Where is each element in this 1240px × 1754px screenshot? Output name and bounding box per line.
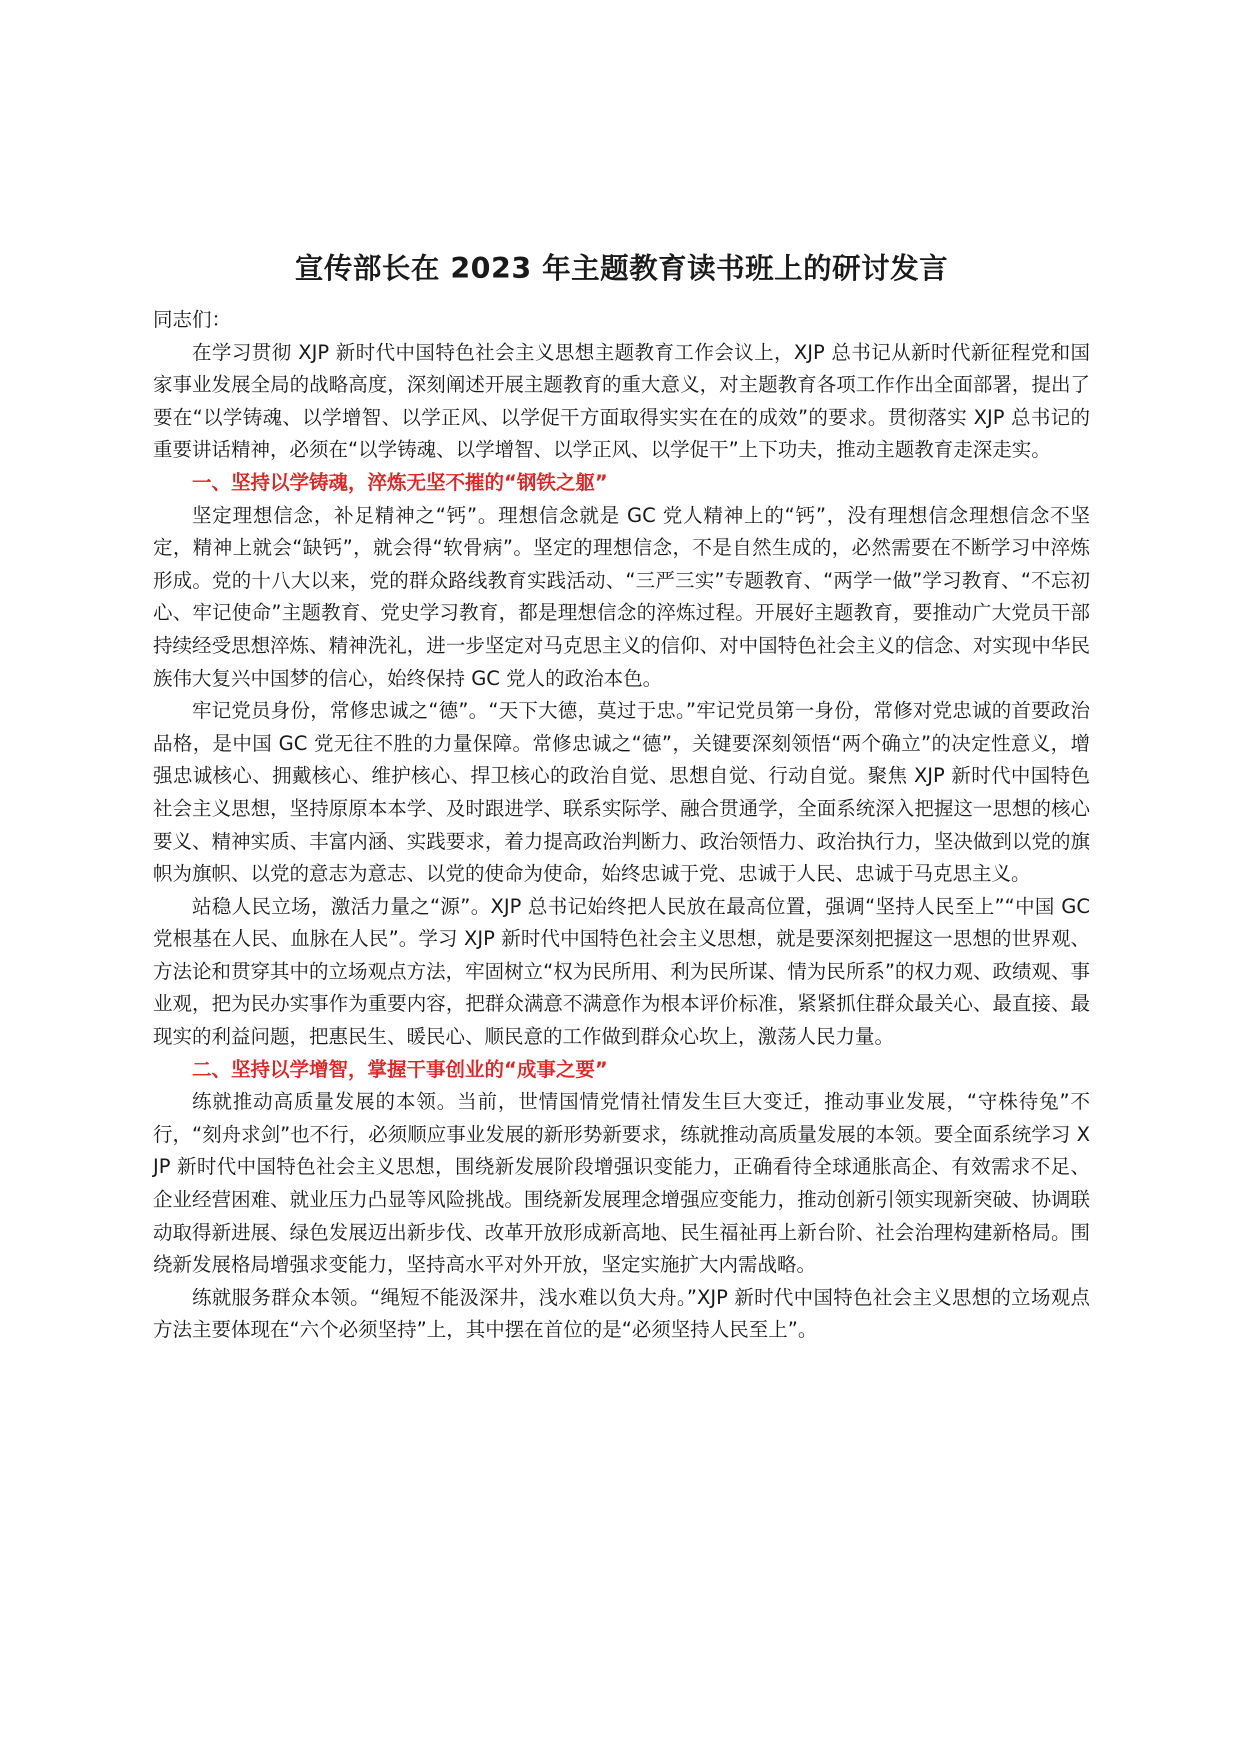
document-title: 宣传部长在 2023 年主题教育读书班上的研讨发言 [294, 252, 949, 285]
paragraph-intro: 在学习贯彻 XJP 新时代中国特色社会主义思想主题教育工作会议上，XJP 总书记从新时代新征程党和国家事业发展全局的战略高度，深刻阐述开展主题教育的重大意义，对主题教育各项工作作出全面部署，提出了要在“以学铸魂、以学增智、以学正风、以学促干方面取得实实在在的成效”的要求。贯彻落实 XJP 总书记的重要讲话精神，必须在“以学铸魂、以学增智、以学正风、以学促干”上下功夫，推动主题教育走深走实。 [153, 340, 1090, 462]
paragraph-loyalty: 牢记党员身份，常修忠诚之“德”。“天下大德，莫过于忠。”牢记党员第一身份，常修对党忠诚的首要政治品格，是中国 GC 党无往不胜的力量保障。常修忠诚之“德”，关键要深刻领悟“两个确立”的决定性意义，增强忠诚核心、拥戴核心、维护核心、捍卫核心的政治自觉、思想自觉、行动自觉。聚焦 XJP 新时代中国特色社会主义思想，坚持原原本本学、及时跟进学、联系实际学、融合贯通学，全面系统深入把握这一思想的核心要义、精神实质、丰富内涵、实践要求，着力提高政治判断力、政治领悟力、政治执行力，坚决做到以党的旗帜为旗帜、以党的意志为意志、以党的使命为使命，始终忠诚于党、忠诚于人民、忠诚于马克思主义。 [153, 699, 1090, 886]
section-heading-2: 二、坚持以学增智，掌握干事创业的“成事之要” [192, 1057, 608, 1081]
salutation: 同志们： [153, 308, 232, 331]
paragraph-ideals: 坚定理想信念，补足精神之“钙”。理想信念就是 GC 党人精神上的“钙”，没有理想信念理想信念不坚定，精神上就会“缺钙”，就会得“软骨病”。坚定的理想信念，不是自然生成的，必然需要在不断学习中淬炼形成。党的十八大以来，党的群众路线教育实践活动、“三严三实”专题教育、“两学一做”学习教育、“不忘初心、牢记使命”主题教育、党史学习教育，都是理想信念的淬炼过程。开展好主题教育，要推动广大党员干部持续经受思想淬炼、精神洗礼，进一步坚定对马克思主义的信仰、对中国特色社会主义的信念、对实现中华民族伟大复兴中国梦的信心，始终保持 GC 党人的政治本色。 [153, 503, 1090, 690]
document-body [153, 252, 1090, 1347]
paragraph-people: 站稳人民立场，激活力量之“源”。XJP 总书记始终把人民放在最高位置，强调“坚持人民至上”“中国 GC 党根基在人民、血脉在人民”。学习 XJP 新时代中国特色社会主义思想，就是要深刻把握这一思想的世界观、方法论和贯穿其中的立场观点方法，牢固树立“权为民所用、利为民所谋、情为民所系”的权力观、政绩观、事业观，把为民办实事作为重要内容，把群众满意不满意作为根本评价标准，紧紧抓住群众最关心、最直接、最现实的利益问题，把惠民生、暖民心、顺民意的工作做到群众心坎上，激荡人民力量。 [153, 894, 1090, 1049]
paragraph-development: 练就推动高质量发展的本领。当前，世情国情党情社情发生巨大变迁，推动事业发展，“守株待兔”不行，“刻舟求剑”也不行，必须顺应事业发展的新形势新要求，练就推动高质量发展的本领。要全面系统学习 XJP 新时代中国特色社会主义思想，围绕新发展阶段增强识变能力，正确看待全球通胀高企、有效需求不足、企业经营困难、就业压力凸显等风险挑战。围绕新发展理念增强应变能力，推动创新引领实现新突破、协调联动取得新进展、绿色发展迈出新步伐、改革开放形成新高地、民生福祉再上新台阶、社会治理构建新格局。围绕新发展格局增强求变能力，坚持高水平对外开放，坚定实施扩大内需战略。 [153, 1090, 1090, 1277]
section-heading-1: 一、坚持以学铸魂，淬炼无坚不摧的“钢铁之躯” [192, 470, 608, 494]
paragraph-service: 练就服务群众本领。“绳短不能汲深井，浅水难以负大舟。”XJP 新时代中国特色社会主义思想的立场观点方法主要体现在“六个必须坚持”上，其中摆在首位的是“必须坚持人民至上”。 [153, 1285, 1090, 1342]
